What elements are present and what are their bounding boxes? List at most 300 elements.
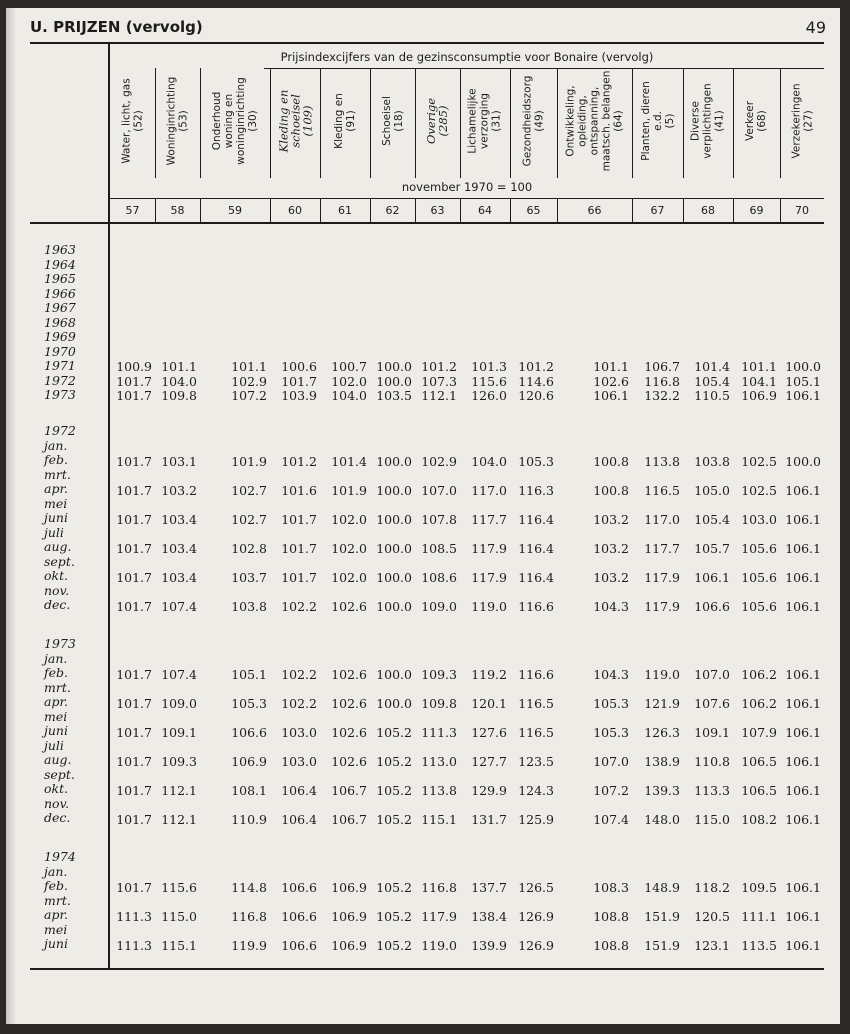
value-cell: 116.5 <box>644 483 680 498</box>
value-cell: 105.1 <box>231 667 267 682</box>
row-label-month: mei <box>44 708 68 724</box>
value-cell: 148.0 <box>644 812 680 827</box>
value-cell: 116.8 <box>231 909 267 924</box>
value-cell: 105.6 <box>741 599 777 614</box>
value-cell: 106.1 <box>593 388 629 403</box>
value-cell: 105.2 <box>376 754 412 769</box>
column-number: 70 <box>795 204 809 217</box>
value-cell: 126.3 <box>644 725 680 740</box>
number-row-bottom-rule <box>30 222 824 224</box>
stub-divider <box>108 44 110 970</box>
row-label-year: 1965 <box>44 271 76 286</box>
value-cell: 101.7 <box>116 754 152 769</box>
row-label-month: mrt. <box>44 466 71 482</box>
value-cell: 101.7 <box>116 373 152 389</box>
value-cell: 106.1 <box>694 570 730 585</box>
row-label-month: nov. <box>44 582 70 598</box>
value-cell: 103.2 <box>593 512 629 527</box>
value-cell: 110.9 <box>231 812 267 827</box>
value-cell: 123.5 <box>518 754 554 769</box>
value-cell: 109.1 <box>161 725 197 740</box>
value-cell: 101.7 <box>116 570 152 585</box>
value-cell: 102.5 <box>741 454 777 469</box>
column-header-label: Water, licht, gas (52) <box>120 78 145 164</box>
value-cell: 103.8 <box>231 599 267 614</box>
base-period-label: november 1970 = 100 <box>401 180 533 194</box>
value-cell: 101.7 <box>116 599 152 614</box>
value-cell: 102.2 <box>281 667 317 682</box>
value-cell: 102.8 <box>231 541 267 556</box>
value-cell: 131.7 <box>471 812 507 827</box>
column-number: 68 <box>701 204 715 217</box>
value-cell: 102.5 <box>741 483 777 498</box>
value-cell: 100.0 <box>376 483 412 498</box>
value-cell: 107.4 <box>161 667 197 682</box>
value-cell: 103.7 <box>231 570 267 585</box>
column-header-label: Schoeisel (18) <box>380 96 405 146</box>
value-cell: 151.9 <box>644 938 680 953</box>
value-cell: 111.3 <box>116 938 152 953</box>
value-cell: 100.0 <box>376 541 412 556</box>
value-cell: 110.8 <box>694 754 730 769</box>
value-cell: 106.9 <box>741 388 777 403</box>
row-label-month: mei <box>44 495 68 511</box>
row-label-month: apr. <box>44 907 69 922</box>
value-cell: 100.6 <box>281 359 317 374</box>
value-cell: 106.1 <box>785 667 821 682</box>
row-label-month: juli <box>44 737 64 753</box>
column-header <box>780 66 824 176</box>
value-cell: 109.3 <box>421 667 457 682</box>
value-cell: 102.6 <box>331 599 367 614</box>
column-number: 57 <box>125 204 140 217</box>
value-cell: 106.5 <box>741 783 777 798</box>
value-cell: 104.3 <box>593 667 629 682</box>
value-cell: 107.4 <box>593 812 629 827</box>
value-cell: 139.3 <box>644 783 680 798</box>
value-cell: 109.0 <box>161 696 197 711</box>
row-label-year: 1973 <box>44 387 76 402</box>
value-cell: 100.0 <box>376 512 412 527</box>
value-cell: 116.4 <box>518 570 554 585</box>
value-cell: 106.4 <box>281 812 317 827</box>
value-cell: 107.9 <box>741 725 777 740</box>
value-cell: 103.0 <box>281 754 317 769</box>
column-number: 58 <box>170 204 185 217</box>
column-header-label: Ontwikkeling, opleiding, ontspanning, maatsch. belangen (64) <box>564 70 625 172</box>
row-label-year: 1966 <box>44 285 76 301</box>
value-cell: 101.4 <box>694 359 730 374</box>
value-cell: 100.0 <box>785 359 821 374</box>
value-cell: 103.2 <box>593 541 629 556</box>
row-label-month: mrt. <box>44 679 71 695</box>
value-cell: 105.2 <box>376 783 412 798</box>
row-label-year: 1969 <box>44 329 76 344</box>
column-header-label: Gezondheidszorg (49) <box>521 75 546 167</box>
value-cell: 101.7 <box>116 880 152 895</box>
value-cell: 104.1 <box>741 373 777 389</box>
value-cell: 103.8 <box>694 454 730 469</box>
value-cell: 118.2 <box>694 880 730 895</box>
value-cell: 100.0 <box>376 373 412 389</box>
value-cell: 106.1 <box>785 570 821 585</box>
value-cell: 101.2 <box>421 359 457 374</box>
value-cell: 103.4 <box>161 570 197 585</box>
column-number: 60 <box>288 204 302 217</box>
value-cell: 100.0 <box>376 667 412 682</box>
value-cell: 115.6 <box>161 880 197 895</box>
column-header-label: Kleding en schoeisel (109) <box>276 89 315 153</box>
value-cell: 119.2 <box>471 667 507 682</box>
value-cell: 111.1 <box>741 909 777 924</box>
value-cell: 100.8 <box>593 483 629 498</box>
value-cell: 102.7 <box>231 512 267 527</box>
row-label-year: 1964 <box>44 256 76 272</box>
value-cell: 102.0 <box>331 570 367 585</box>
top-rule <box>30 42 824 44</box>
value-cell: 103.4 <box>161 512 197 527</box>
value-cell: 106.6 <box>281 880 317 895</box>
row-label-month: mrt. <box>44 892 71 908</box>
value-cell: 112.1 <box>421 388 457 403</box>
value-cell: 113.8 <box>421 783 457 798</box>
row-label-year: 1970 <box>44 343 76 359</box>
value-cell: 106.4 <box>281 783 317 798</box>
value-cell: 108.5 <box>421 541 457 556</box>
row-label-month: jan. <box>44 863 68 879</box>
value-cell: 107.2 <box>593 783 629 798</box>
row-label-month: nov. <box>44 795 70 811</box>
value-cell: 102.2 <box>281 696 317 711</box>
value-cell: 106.7 <box>644 359 680 374</box>
value-cell: 102.9 <box>421 454 457 469</box>
value-cell: 106.7 <box>331 812 367 827</box>
value-cell: 105.3 <box>518 454 554 469</box>
value-cell: 151.9 <box>644 909 680 924</box>
value-cell: 105.2 <box>376 880 412 895</box>
column-header <box>683 66 733 176</box>
row-label-month: juni <box>44 936 68 951</box>
value-cell: 106.9 <box>331 909 367 924</box>
row-label-month: sept. <box>44 553 75 569</box>
column-header-label: Diverse verplichtingen (41) <box>690 83 727 159</box>
column-header-label: Onderhoud woning en woninginrichting (30) <box>211 77 259 165</box>
value-cell: 102.6 <box>331 725 367 740</box>
value-cell: 104.0 <box>331 388 367 403</box>
value-cell: 116.5 <box>518 696 554 711</box>
value-cell: 101.7 <box>116 783 152 798</box>
value-cell: 102.9 <box>231 373 267 389</box>
column-header <box>733 66 780 176</box>
row-label-month: apr. <box>44 694 69 709</box>
row-label-month: juli <box>44 524 64 540</box>
value-cell: 101.7 <box>116 725 152 740</box>
value-cell: 113.3 <box>694 783 730 798</box>
value-cell: 126.9 <box>518 909 554 924</box>
value-cell: 115.0 <box>694 812 730 827</box>
value-cell: 105.2 <box>376 725 412 740</box>
value-cell: 107.8 <box>421 512 457 527</box>
value-cell: 105.4 <box>694 373 730 389</box>
row-label-year: 1967 <box>44 300 76 315</box>
value-cell: 103.2 <box>593 570 629 585</box>
value-cell: 120.6 <box>518 388 554 403</box>
value-cell: 126.9 <box>518 938 554 953</box>
value-cell: 106.1 <box>785 880 821 895</box>
value-cell: 106.1 <box>785 783 821 798</box>
value-cell: 106.1 <box>785 541 821 556</box>
value-cell: 100.0 <box>376 359 412 374</box>
value-cell: 100.0 <box>785 454 821 469</box>
value-cell: 105.7 <box>694 541 730 556</box>
value-cell: 106.9 <box>231 754 267 769</box>
value-cell: 104.0 <box>471 454 507 469</box>
value-cell: 106.1 <box>785 388 821 403</box>
column-header-label: Kleding en (91) <box>333 93 357 149</box>
column-header <box>200 66 270 176</box>
value-cell: 137.7 <box>471 880 507 895</box>
value-cell: 148.9 <box>644 880 680 895</box>
value-cell: 108.3 <box>593 880 629 895</box>
value-cell: 132.2 <box>644 388 680 403</box>
value-cell: 106.1 <box>785 938 821 953</box>
column-header-label: Verkeer (68) <box>744 100 769 142</box>
value-cell: 110.5 <box>694 388 730 403</box>
value-cell: 102.6 <box>331 696 367 711</box>
value-cell: 119.0 <box>471 599 507 614</box>
value-cell: 115.6 <box>471 373 507 389</box>
value-cell: 116.8 <box>644 373 680 389</box>
value-cell: 125.9 <box>518 812 554 827</box>
value-cell: 101.7 <box>116 696 152 711</box>
value-cell: 105.6 <box>741 541 777 556</box>
value-cell: 119.0 <box>644 667 680 682</box>
column-number: 64 <box>478 204 492 217</box>
value-cell: 106.1 <box>785 754 821 769</box>
row-label-month: okt. <box>44 568 69 583</box>
value-cell: 112.1 <box>161 812 197 827</box>
column-header-label: Overige (285) <box>424 97 451 145</box>
value-cell: 106.1 <box>785 725 821 740</box>
value-cell: 100.8 <box>593 454 629 469</box>
value-cell: 107.0 <box>421 483 457 498</box>
value-cell: 109.5 <box>741 880 777 895</box>
value-cell: 102.6 <box>331 754 367 769</box>
column-header <box>557 66 632 176</box>
value-cell: 100.0 <box>376 570 412 585</box>
column-header <box>510 66 557 176</box>
row-label-month: jan. <box>44 650 68 666</box>
row-label-month: juni <box>44 510 68 525</box>
column-number: 61 <box>338 204 352 217</box>
value-cell: 127.6 <box>471 725 507 740</box>
value-cell: 109.8 <box>161 388 197 403</box>
column-header <box>320 66 370 176</box>
column-number: 59 <box>228 204 242 217</box>
value-cell: 100.7 <box>331 359 367 374</box>
page-number: 49 <box>805 18 826 37</box>
page-binding-shadow <box>6 8 16 1024</box>
column-header <box>415 66 460 176</box>
value-cell: 106.7 <box>331 783 367 798</box>
value-cell: 101.7 <box>116 483 152 498</box>
value-cell: 107.0 <box>593 754 629 769</box>
value-cell: 103.0 <box>281 725 317 740</box>
row-label-year: 1968 <box>44 314 76 330</box>
block-year-label: 1974 <box>44 849 76 864</box>
value-cell: 116.3 <box>518 483 554 498</box>
value-cell: 101.1 <box>231 359 267 374</box>
value-cell: 108.6 <box>421 570 457 585</box>
value-cell: 103.9 <box>281 388 317 403</box>
value-cell: 107.6 <box>694 696 730 711</box>
row-label-year: 1963 <box>44 242 76 257</box>
table-caption: Prijsindexcijfers van de gezinsconsumptie voor Bonaire (vervolg) <box>280 50 654 64</box>
column-header <box>460 66 510 176</box>
value-cell: 106.6 <box>281 909 317 924</box>
column-header <box>270 66 320 176</box>
value-cell: 102.0 <box>331 541 367 556</box>
value-cell: 104.0 <box>161 373 197 389</box>
value-cell: 101.3 <box>471 359 507 374</box>
value-cell: 109.0 <box>421 599 457 614</box>
value-cell: 115.1 <box>161 938 197 953</box>
value-cell: 101.9 <box>231 454 267 469</box>
value-cell: 100.0 <box>376 454 412 469</box>
value-cell: 117.9 <box>471 570 507 585</box>
row-label-month: aug. <box>44 752 72 767</box>
value-cell: 121.9 <box>644 696 680 711</box>
value-cell: 107.2 <box>231 388 267 403</box>
value-cell: 101.7 <box>116 454 152 469</box>
value-cell: 105.3 <box>593 696 629 711</box>
value-cell: 106.1 <box>785 512 821 527</box>
value-cell: 105.4 <box>694 512 730 527</box>
value-cell: 116.5 <box>518 725 554 740</box>
value-cell: 116.4 <box>518 512 554 527</box>
value-cell: 102.0 <box>331 373 367 389</box>
value-cell: 103.5 <box>376 388 412 403</box>
value-cell: 105.0 <box>694 483 730 498</box>
value-cell: 101.7 <box>116 812 152 827</box>
value-cell: 106.9 <box>331 880 367 895</box>
value-cell: 123.1 <box>694 938 730 953</box>
value-cell: 107.0 <box>694 667 730 682</box>
column-header-label: Lichamelijke verzorging (31) <box>467 88 503 154</box>
value-cell: 106.1 <box>785 483 821 498</box>
value-cell: 117.0 <box>471 483 507 498</box>
value-cell: 117.7 <box>644 541 680 556</box>
value-cell: 106.1 <box>785 909 821 924</box>
value-cell: 115.1 <box>421 812 457 827</box>
value-cell: 109.1 <box>694 725 730 740</box>
value-cell: 102.6 <box>593 373 629 389</box>
value-cell: 106.9 <box>331 938 367 953</box>
value-cell: 117.0 <box>644 512 680 527</box>
value-cell: 101.1 <box>741 359 777 374</box>
value-cell: 119.0 <box>421 938 457 953</box>
row-label-year: 1972 <box>44 372 76 388</box>
value-cell: 101.7 <box>116 388 152 403</box>
row-label-month: dec. <box>44 810 71 825</box>
value-cell: 139.9 <box>471 938 507 953</box>
value-cell: 103.1 <box>161 454 197 469</box>
value-cell: 105.6 <box>741 570 777 585</box>
value-cell: 120.5 <box>694 909 730 924</box>
value-cell: 114.8 <box>231 880 267 895</box>
value-cell: 106.6 <box>231 725 267 740</box>
value-cell: 101.9 <box>331 483 367 498</box>
value-cell: 111.3 <box>116 909 152 924</box>
value-cell: 101.7 <box>281 570 317 585</box>
value-cell: 101.7 <box>281 373 317 389</box>
row-label-month: dec. <box>44 597 71 612</box>
value-cell: 138.9 <box>644 754 680 769</box>
value-cell: 106.2 <box>741 667 777 682</box>
value-cell: 105.2 <box>376 909 412 924</box>
row-label-month: feb. <box>44 878 68 893</box>
value-cell: 106.1 <box>785 696 821 711</box>
row-label-month: feb. <box>44 452 68 467</box>
value-cell: 117.9 <box>644 570 680 585</box>
value-cell: 106.1 <box>785 812 821 827</box>
value-cell: 101.7 <box>281 541 317 556</box>
column-header-label: Planten, dieren e.d. (5) <box>639 81 676 161</box>
value-cell: 106.6 <box>281 938 317 953</box>
value-cell: 104.3 <box>593 599 629 614</box>
value-cell: 117.9 <box>644 599 680 614</box>
value-cell: 138.4 <box>471 909 507 924</box>
value-cell: 107.4 <box>161 599 197 614</box>
value-cell: 102.7 <box>231 483 267 498</box>
column-header-label: Woninginrichting (53) <box>165 76 190 166</box>
value-cell: 112.1 <box>161 783 197 798</box>
value-cell: 126.0 <box>471 388 507 403</box>
column-number: 62 <box>385 204 400 217</box>
value-cell: 105.1 <box>785 373 821 389</box>
row-label-month: apr. <box>44 481 69 496</box>
value-cell: 124.3 <box>518 783 554 798</box>
row-label-month: okt. <box>44 781 69 796</box>
value-cell: 106.5 <box>741 754 777 769</box>
column-number: 69 <box>749 204 764 217</box>
column-number: 67 <box>650 204 665 217</box>
value-cell: 116.8 <box>421 880 457 895</box>
value-cell: 106.6 <box>694 599 730 614</box>
value-cell: 100.0 <box>376 696 412 711</box>
value-cell: 103.2 <box>161 483 197 498</box>
value-cell: 103.4 <box>161 541 197 556</box>
column-number: 63 <box>430 204 445 217</box>
value-cell: 113.8 <box>644 454 680 469</box>
row-label-month: jan. <box>44 437 68 453</box>
value-cell: 116.6 <box>518 667 554 682</box>
value-cell: 115.0 <box>161 909 197 924</box>
block-year-label: 1973 <box>44 636 76 651</box>
row-label-month: feb. <box>44 665 68 680</box>
value-cell: 108.1 <box>231 783 267 798</box>
value-cell: 117.9 <box>471 541 507 556</box>
value-cell: 120.1 <box>471 696 507 711</box>
value-cell: 105.3 <box>231 696 267 711</box>
row-label-month: juni <box>44 723 68 738</box>
value-cell: 117.7 <box>471 512 507 527</box>
row-label-month: sept. <box>44 766 75 782</box>
value-cell: 101.7 <box>116 541 152 556</box>
value-cell: 102.0 <box>331 512 367 527</box>
value-cell: 114.6 <box>518 373 554 389</box>
value-cell: 107.3 <box>421 373 457 389</box>
